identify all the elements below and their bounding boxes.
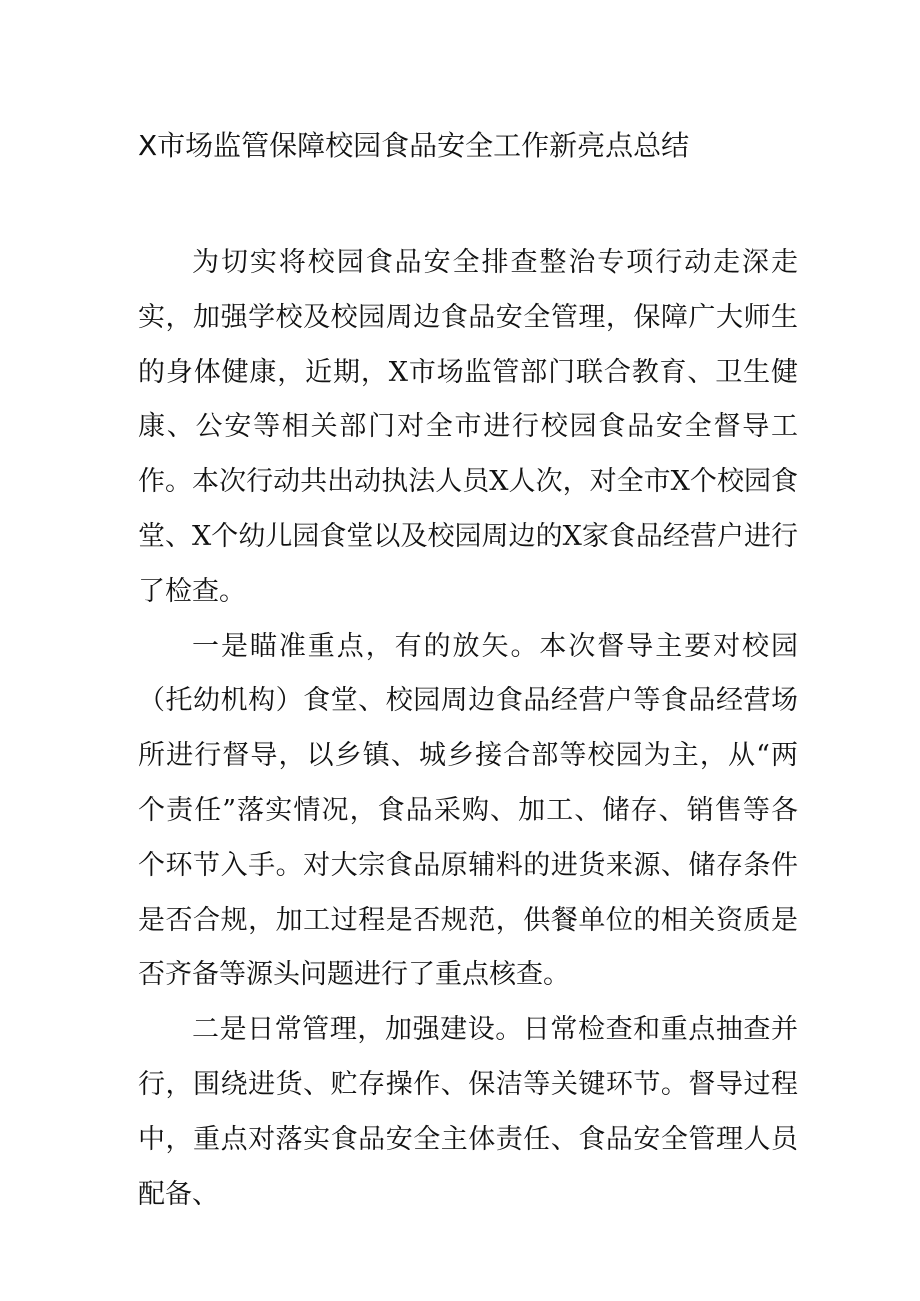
paragraph-point-two: 二是日常管理，加强建设。日常检查和重点抽查并行，围绕进货、贮存操作、保洁等关键环节。督导过程中，重点对落实食品安全主体责任、食品安全管理人员配备、 (138, 1014, 798, 1210)
paragraph-point-one: 一是瞄准重点，有的放矢。本次督导主要对校园（托幼机构）食堂、校园周边食品经营户等食品经营场所进行督导，以乡镇、城乡接合部等校园为主，从“两个责任”落实情况，食品采购、加工、储存、销售等各个环节入手。对大宗食品原辅料的进货来源、储存条件是否合规，加工过程是否规范，供餐单位的相关资质是否齐备等源头问题进行了重点核查。 (138, 630, 798, 991)
paragraph-intro: 为切实将校园食品安全排查整治专项行动走深走实，加强学校及校园周边食品安全管理，保障广大师生的身体健康，近期，X市场监管部门联合教育、卫生健康、公安等相关部门对全市进行校园食品安全督导工作。本次行动共出动执法人员X人次，对全市X个校园食堂、X个幼儿园食堂以及校园周边的X家食品经营户进行了检查。 (138, 247, 798, 607)
document-body (138, 236, 798, 1222)
document-title: X市场监管保障校园食品安全工作新亮点总结 (138, 129, 690, 162)
